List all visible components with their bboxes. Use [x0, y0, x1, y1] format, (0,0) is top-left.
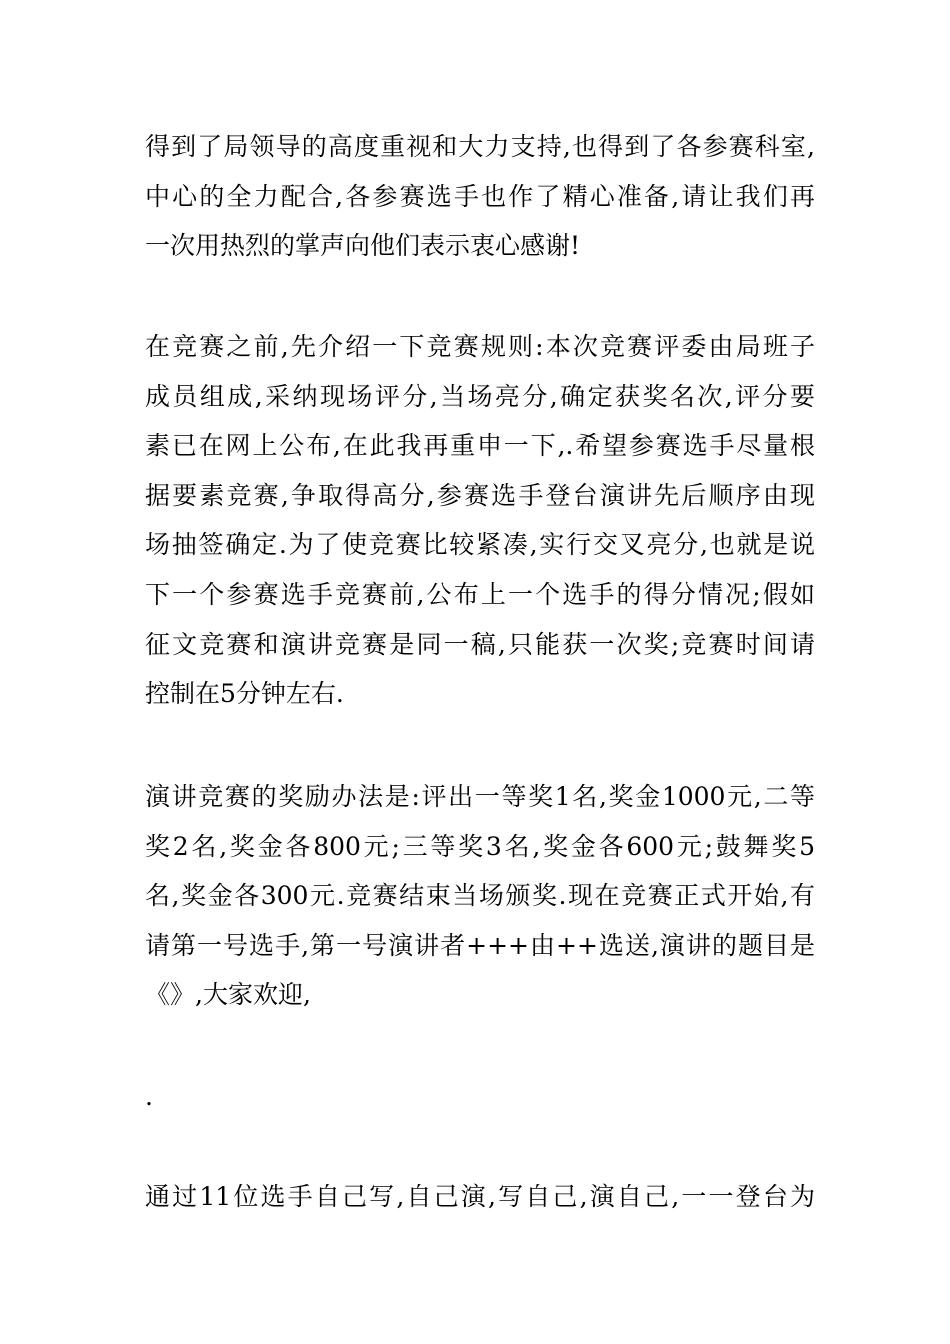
text-line: 通过11位选手自己写,自己演,写自己,演自己,一一登台为 — [145, 1182, 815, 1211]
text-line: 得到了局领导的高度重视和大力支持,也得到了各参赛科室, — [145, 132, 815, 161]
text-line: 演讲竞赛的奖励办法是:评出一等奖1名,奖金1000元,二等 — [145, 782, 815, 811]
text-line: 下一个参赛选手竞赛前,公布上一个选手的得分情况;假如 — [145, 579, 815, 609]
paragraph-award-rules — [145, 772, 815, 1020]
text-line: 控制在5分钟左右. — [145, 679, 344, 709]
text-line: 请第一号选手,第一号演讲者+++由++选送,演讲的题目是 — [145, 930, 815, 960]
text-line: 据要素竞赛,争取得高分,参赛选手登台演讲先后顺序由现 — [145, 480, 815, 510]
text-line: 一次用热烈的掌声向他们表示衷心感谢! — [145, 231, 581, 261]
text-line: 征文竞赛和演讲竞赛是同一稿,只能获一次奖;竞赛时间请 — [145, 629, 815, 659]
text-line: 名,奖金各300元.竞赛结束当场颁奖.现在竞赛正式开始,有 — [145, 881, 815, 911]
text-line: . — [145, 1082, 153, 1111]
paragraph-acknowledgement — [145, 122, 815, 271]
text-line: 在竞赛之前,先介绍一下竞赛规则:本次竞赛评委由局班子 — [145, 332, 815, 361]
paragraph-competition-rules — [145, 322, 815, 719]
text-line: 奖2名,奖金各800元;三等奖3名,奖金各600元;鼓舞奖5 — [145, 831, 815, 861]
paragraph-closing — [145, 1172, 815, 1222]
text-line: 成员组成,采纳现场评分,当场亮分,确定获奖名次,评分要 — [145, 381, 815, 411]
text-line: 素已在网上公布,在此我再重申一下,.希望参赛选手尽量根 — [145, 431, 815, 461]
text-line: 中心的全力配合,各参赛选手也作了精心准备,请让我们再 — [145, 181, 815, 211]
paragraph-separator-dot — [145, 1072, 815, 1122]
text-line: 场抽签确定.为了使竞赛比较紧凑,实行交叉亮分,也就是说 — [145, 530, 815, 560]
text-line: 《》,大家欢迎, — [145, 980, 311, 1010]
